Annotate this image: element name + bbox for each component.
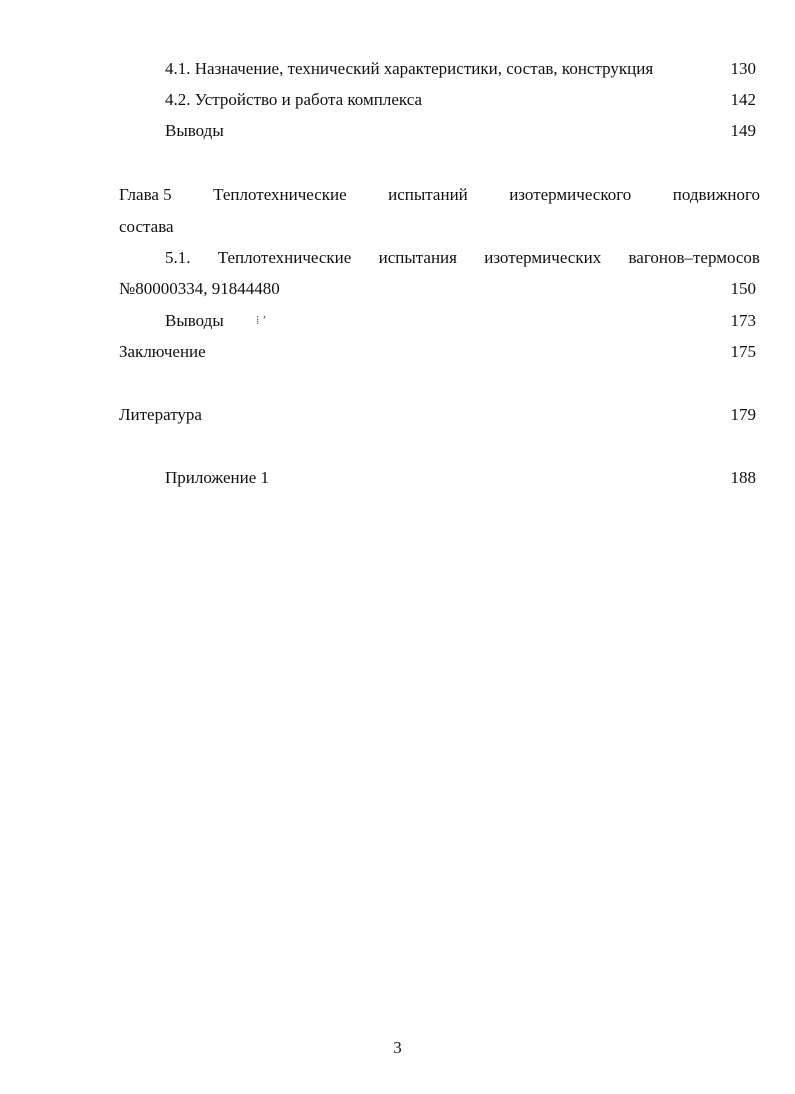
toc-chapter-5-title	[119, 185, 760, 205]
entry-word: испытания	[378, 248, 457, 267]
toc-entry-page: 142	[730, 90, 756, 109]
toc-entry-title: Выводы	[165, 311, 224, 330]
toc-entry-page: 175	[730, 342, 756, 361]
entry-word: изотермических	[484, 248, 602, 267]
toc-entry-5-1-title	[165, 248, 760, 268]
toc-entry-title: Заключение	[119, 342, 206, 361]
toc-entry-title: 4.1. Назначение, технический характеристики, состав, конструкция	[165, 59, 654, 78]
toc-entry-title: 4.2. Устройство и работа комплекса	[165, 90, 423, 109]
entry-word: 5.1.	[165, 248, 191, 267]
chapter-word: Теплотехнические	[213, 185, 347, 204]
entry-word: вагонов–термосов	[628, 248, 760, 267]
toc-entry-title-cont: №80000334, 91844480	[119, 279, 280, 298]
toc-entry-page: 149	[730, 121, 756, 140]
chapter-word: Глава 5	[119, 185, 172, 204]
toc-entry-page: 130	[730, 59, 756, 78]
chapter-word: изотермического	[509, 185, 632, 204]
toc-entry-page: 188	[730, 468, 756, 487]
scan-artifact: ⁞ ʼ	[256, 313, 267, 327]
toc-entry-page: 173	[730, 311, 756, 330]
toc-entry-page: 150	[730, 279, 756, 298]
toc-entry-page: 179	[730, 405, 756, 424]
page-number: 3	[393, 1038, 402, 1057]
toc-chapter-5-title-cont: состава	[119, 217, 174, 236]
chapter-word: испытаний	[388, 185, 468, 204]
toc-entry-title: Выводы	[165, 121, 224, 140]
chapter-word: подвижного	[672, 185, 760, 204]
toc-entry-title: Приложение 1	[165, 468, 269, 487]
toc-entry-title: Литература	[119, 405, 202, 424]
entry-word: Теплотехнические	[217, 248, 352, 267]
